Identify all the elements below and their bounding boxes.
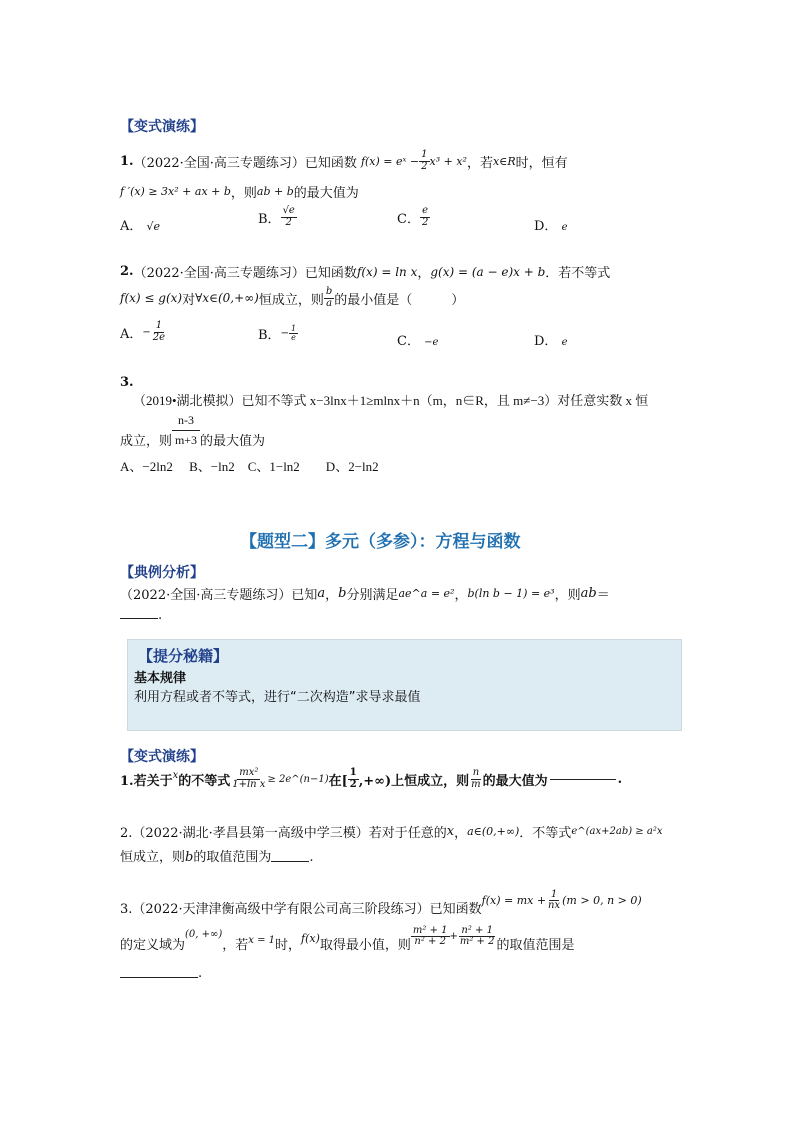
fraction-numerator: n	[472, 767, 480, 778]
question-1-line-2	[120, 182, 359, 201]
tips-title: 【提分秘籍】	[138, 647, 229, 665]
text: 的最大值为	[293, 186, 359, 201]
fraction-numerator: 1	[349, 767, 357, 778]
option-a[interactable]	[120, 215, 160, 234]
option-sign: −	[280, 328, 289, 339]
text: .	[158, 608, 163, 623]
option-c[interactable]	[397, 330, 438, 349]
text: ＝	[596, 588, 610, 603]
g-expr: g(x) = (a − e)x + b	[430, 264, 546, 279]
fraction-half	[348, 768, 359, 790]
question-3-line-1: （2019•湖北模拟）已知不等式 x−3lnx＋1≥mlnx＋n（m，n∈R，且 m≠−3）对任意实数 x 恒	[133, 393, 649, 408]
text: 的取值范围是	[496, 938, 575, 953]
text: 对	[182, 292, 196, 308]
text: ，	[454, 588, 468, 603]
text: 分别满足	[346, 588, 399, 603]
inequality-expr: f(x) ≤ g(x)	[120, 291, 183, 305]
practice-header-2: 【变式演练】	[120, 749, 204, 765]
s2-question-3-answer-line	[120, 966, 202, 981]
s2-question-3-line-2	[120, 920, 575, 953]
option-label: B．	[258, 328, 281, 343]
question-number: 2.	[120, 264, 134, 279]
example-line-1	[120, 584, 610, 603]
fraction-numerator: b	[325, 286, 333, 297]
s2-question-2-line-1	[120, 822, 662, 841]
condition-text-2: 时，恒有	[515, 155, 568, 171]
question-3-options[interactable]: A、−2ln2 B、−ln2 C、1−ln2 D、2−ln2	[120, 459, 379, 474]
text: 的不等式	[178, 773, 231, 789]
fraction-numerator: m² + 1	[412, 924, 448, 936]
text: 3.（2022·天津津衡高级中学有限公司高三阶段练习）已知函数	[120, 902, 482, 917]
option-b[interactable]	[258, 206, 297, 228]
var-x: x	[446, 824, 455, 839]
domain-expr: a∈(0,+∞)	[467, 825, 520, 838]
s2-question-1	[120, 768, 622, 790]
answer-blank[interactable]	[120, 618, 158, 619]
text: ，	[454, 826, 468, 841]
fraction-numerator: 1	[421, 149, 428, 160]
fraction-denominator: 2	[421, 160, 428, 172]
option-a[interactable]	[120, 321, 167, 343]
fraction-denominator: 2	[285, 216, 292, 228]
fraction-numerator: 1	[550, 888, 558, 900]
option-label: A．	[120, 326, 143, 342]
fraction-denominator: nx	[548, 900, 561, 911]
fraction-b-over-a	[324, 287, 334, 309]
var-a: a	[317, 586, 326, 601]
question-source: （2022·全国·高三专题练习）已知函数	[133, 155, 357, 171]
practice-header-1: 【变式演练】	[120, 119, 204, 135]
text: 2.（2022·湖北·孝昌县第一高级中学三模）若对于任意的	[120, 826, 447, 841]
question-source: （2022·全国·高三专题练习）已知函数	[133, 266, 357, 281]
text: .	[198, 966, 203, 981]
text: ,+∞)上恒成立，则	[358, 773, 470, 789]
f-expr: f(x) = ln x	[356, 264, 418, 279]
fraction-2	[458, 926, 497, 948]
option-label: D．	[534, 219, 558, 234]
var-b: b	[338, 586, 347, 601]
var-x: x	[172, 769, 179, 781]
option-value: −e	[424, 337, 439, 348]
text: ，	[325, 588, 339, 603]
text: ，则	[554, 588, 581, 603]
question-2-line-1	[120, 262, 610, 281]
option-c[interactable]	[397, 206, 430, 228]
fraction-n3-m3	[172, 414, 200, 446]
option-label: C．	[397, 211, 420, 227]
tips-content: 利用方程或者不等式，进行“二次构造”求导求最值	[134, 690, 421, 705]
analysis-header: 【典例分析】	[120, 565, 204, 581]
text: 恒成立，则	[120, 850, 186, 865]
fraction-denominator: 2	[349, 778, 357, 790]
text: 在[	[328, 773, 348, 789]
text: 1.若关于	[120, 773, 173, 789]
option-d[interactable]	[534, 330, 568, 349]
answer-blank[interactable]	[120, 977, 198, 978]
fraction-denominator: m+3	[174, 433, 198, 447]
fraction-numerator: e	[422, 205, 429, 216]
option-value: e	[561, 337, 568, 348]
fraction-1-over-nx	[546, 890, 562, 912]
text: 的最大值为	[482, 773, 548, 789]
function-expr: f(x) = mx +	[481, 894, 547, 907]
fraction-numerator: √e	[282, 205, 295, 216]
text: ，则	[230, 186, 257, 201]
text: .	[309, 850, 314, 865]
var-b: b	[185, 850, 194, 865]
text: 时，	[275, 938, 302, 953]
answer-blank[interactable]	[550, 779, 616, 780]
option-sign: −	[142, 326, 151, 338]
text: ，若	[222, 938, 249, 953]
domain-expr: x∈R	[492, 154, 516, 168]
tips-box	[127, 639, 682, 731]
option-fraction	[151, 321, 167, 343]
inequality-expr: f ′(x) ≥ 3x² + ax + b	[120, 185, 231, 198]
text: 取得最小值，则	[319, 938, 411, 953]
s2-question-2-line-2	[120, 846, 314, 865]
option-fraction	[420, 206, 430, 228]
text: ．不等式	[519, 826, 572, 841]
answer-blank[interactable]	[271, 861, 309, 862]
text: （2022·全国·高三专题练习）已知	[120, 588, 318, 603]
tips-subtitle: 基本规律	[134, 671, 187, 686]
fraction-denominator: 1+ln x	[232, 778, 266, 790]
question-number: 3.	[120, 375, 134, 390]
text: 恒成立，则	[258, 292, 324, 308]
option-label: A．	[120, 219, 143, 234]
question-2-line-2	[120, 287, 464, 309]
domain-expr: (0, +∞)	[185, 929, 223, 940]
fx-expr: f(x)	[301, 932, 320, 945]
question-3-line-2	[120, 412, 265, 449]
text: 成立，则	[120, 433, 173, 448]
inequality-expr: e^(ax+2ab) ≥ a²x	[571, 826, 663, 837]
target-ab: ab	[580, 586, 597, 601]
domain-expr: ∀x∈(0,+∞)	[195, 291, 259, 305]
fraction-half	[419, 150, 429, 172]
text: ．若不等式	[545, 266, 611, 281]
function-expr-tail: x³ + x²	[429, 154, 467, 168]
option-value: √e	[146, 220, 161, 233]
fraction-1	[411, 926, 450, 948]
fraction-denominator: m² + 2	[459, 936, 495, 947]
plus-sign: +	[449, 931, 458, 942]
option-label: D．	[534, 334, 558, 349]
example-answer-line	[120, 608, 162, 623]
question-1-line-1	[120, 150, 568, 172]
section-title: 【题型二】多元（多参）：方程与函数	[240, 532, 521, 552]
fraction-numerator: n-3	[172, 414, 200, 431]
equation-2: b(ln b − 1) = e³	[467, 587, 555, 600]
fraction-numerator: 1	[290, 323, 297, 333]
fraction-numerator: mx²	[239, 767, 259, 778]
fraction-denominator: e	[291, 333, 296, 342]
option-fraction	[289, 325, 298, 343]
option-b[interactable]	[258, 324, 298, 343]
option-fraction	[281, 206, 297, 228]
text: 的最小值是（ ）	[334, 292, 465, 308]
equation-1: ae^a = e²	[398, 587, 455, 600]
fraction-numerator: n² + 1	[461, 924, 493, 936]
option-value: e	[561, 222, 568, 233]
option-label: B．	[258, 211, 281, 227]
fraction-denominator: 2	[421, 216, 429, 228]
function-expr: f(x) = eˣ −	[360, 154, 420, 168]
constraint-expr: (m > 0, n > 0)	[562, 894, 642, 907]
option-label: C．	[397, 334, 420, 349]
text: 的取值范围为	[193, 850, 272, 865]
fraction-inequality	[230, 768, 267, 790]
option-d[interactable]	[534, 215, 568, 234]
fraction-denominator: m	[471, 778, 481, 790]
fraction-denominator: n² + 2	[414, 936, 446, 947]
text: ，	[417, 266, 431, 281]
question-number: 1.	[120, 153, 134, 169]
s2-question-3-line-1	[120, 884, 642, 917]
inequality-rhs: ≥ 2e^(n−1)	[267, 773, 329, 785]
fraction-n-over-m	[469, 768, 482, 790]
text: 的最大值为	[200, 433, 266, 448]
condition-expr: x = 1	[248, 935, 276, 946]
condition-text: ，若	[466, 155, 493, 171]
fraction-denominator: a	[326, 297, 333, 309]
text: .	[617, 771, 623, 787]
fraction-numerator: 1	[155, 320, 163, 331]
text: 的定义域为	[120, 938, 186, 953]
fraction-denominator: 2e	[152, 331, 166, 343]
target-expr: ab + b	[256, 185, 294, 198]
